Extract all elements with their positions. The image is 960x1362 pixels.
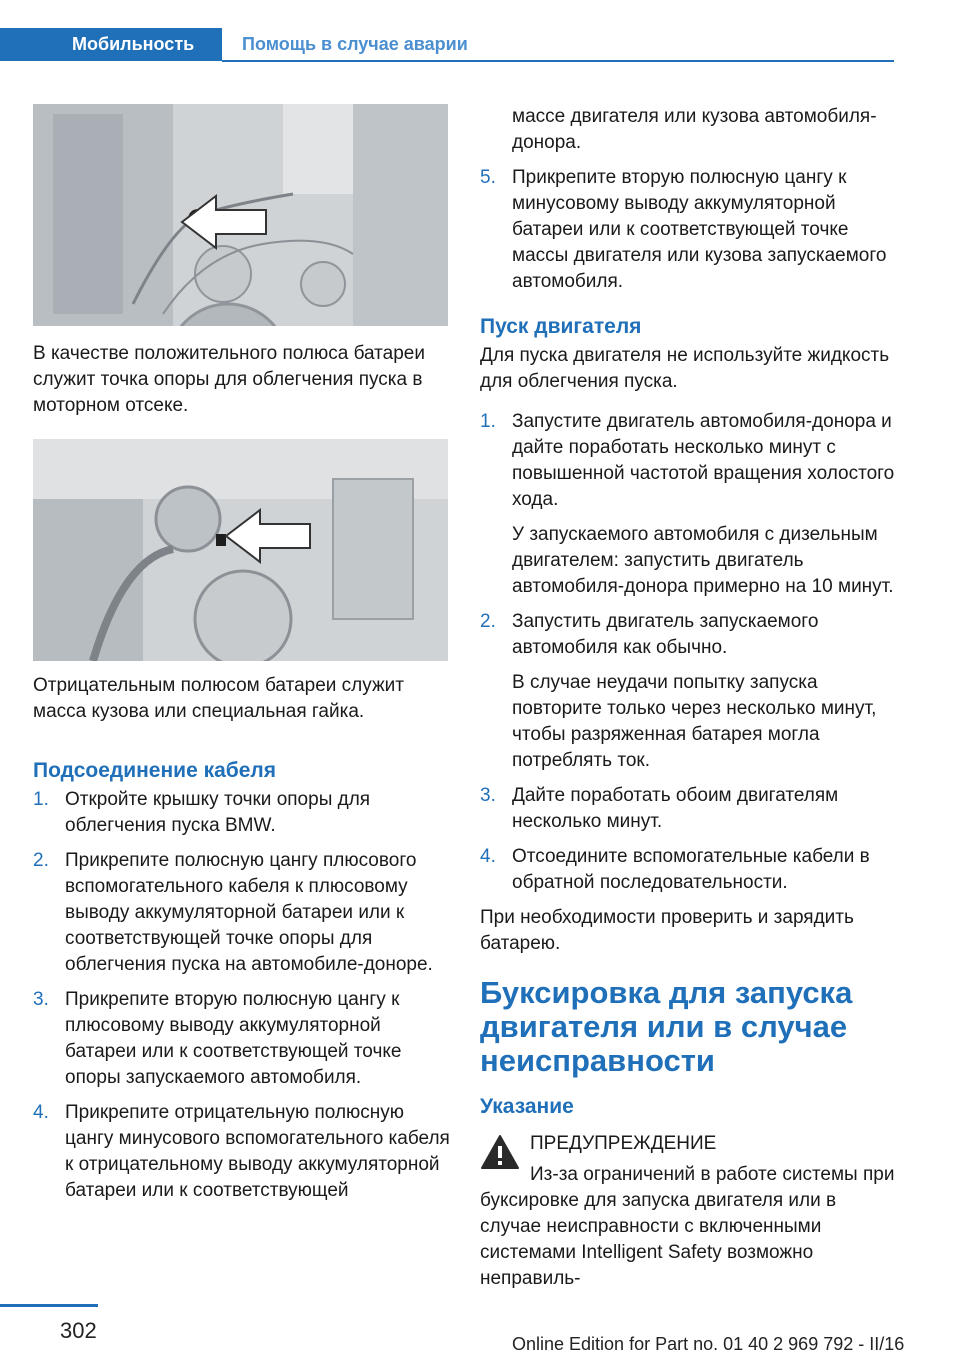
start-intro: Для пуска двигателя не используйте жидкость для облегчения пуска.	[480, 345, 890, 392]
pointer-arrow-icon	[180, 194, 268, 250]
warning-text-body: Из-за ограничений в работе системы при буксировке для запуска двигателя или в случае неисправности с включенными системами Intelligent Safety возможно неправиль-	[480, 1164, 895, 1289]
header-tab-active-label: Мобильность	[72, 34, 195, 54]
step-text: Прикрепите вторую полюсную цангу к минусовому выводу аккумуляторной батареи или к соответствующей точке массы двигателя или кузова запускаемого автомобиля.	[512, 167, 887, 292]
page-number: 302	[60, 1318, 97, 1343]
subheading-note: Указание	[480, 1095, 574, 1118]
step-text: Запустить двигатель запускаемого автомобиля как обычно.	[512, 611, 819, 658]
caption-negative-terminal: Отрицательным полюсом батареи служит масса кузова или специальная гайка.	[33, 675, 404, 722]
section-heading-cable: Подсоединение кабеля	[33, 759, 277, 782]
list-item	[33, 987, 451, 1091]
step-number: 4.	[33, 1102, 49, 1123]
right-column	[480, 104, 896, 957]
step-number: 5.	[480, 167, 496, 188]
warning-text	[480, 1162, 898, 1292]
cable-steps-list	[33, 787, 451, 1213]
list-item	[33, 1100, 451, 1204]
list-item	[33, 848, 451, 978]
list-item	[480, 609, 896, 774]
section-heading-start: Пуск двигателя	[480, 315, 642, 338]
footer-edition: Online Edition for Part no. 01 40 2 969 792 - II/16	[512, 1334, 905, 1354]
step-note: У запускаемого автомобиля с дизельным двигателем: запустить двигатель автомобиля-донора примерно на 10 минут.	[512, 524, 894, 597]
step-text: Запустите двигатель автомобиля-донора и дайте поработать несколько минут с повышенной частотой вращения холостого хода.	[512, 411, 895, 510]
start-outro: При необходимости проверить и зарядить батарею.	[480, 907, 854, 954]
pointer-arrow-icon	[224, 508, 312, 564]
step-text: Откройте крышку точки опоры для облегчения пуска BMW.	[65, 789, 371, 836]
step-text: Отсоедините вспомогательные кабели в обратной последовательности.	[512, 846, 870, 893]
page-number-rule	[0, 1304, 98, 1307]
step-number: 3.	[480, 785, 496, 806]
continued-text: массе двигателя или кузова автомобиля-донора.	[512, 106, 877, 153]
section-heading-towing: Буксировка для запуска двигателя или в случае неисправности	[480, 975, 853, 1078]
header-tab-active[interactable]	[0, 28, 222, 61]
step-number: 1.	[33, 789, 49, 810]
step-number: 1.	[480, 411, 496, 432]
step-text: Прикрепите отрицательную полюсную цангу минусового вспомогательного кабеля к отрицательному выводу аккумуляторной батареи или к соответствующей	[65, 1102, 450, 1201]
list-item	[33, 787, 451, 839]
step-number: 3.	[33, 989, 49, 1010]
list-item	[480, 783, 896, 835]
list-item	[480, 409, 896, 600]
header-divider	[222, 60, 894, 62]
step-text: Прикрепите вторую полюсную цангу к плюсовому выводу аккумуляторной батареи или к соответствующей точке опоры запускаемого автомобиля.	[65, 989, 402, 1088]
step-number: 2.	[480, 611, 496, 632]
step-note: В случае неудачи попытку запуска повторите только через несколько минут, чтобы разряженная батарея могла потреблять ток.	[512, 672, 877, 771]
step-text: Прикрепите полюсную цангу плюсового вспомогательного кабеля к плюсовому выводу аккумуляторной батареи или к соответствующей точке опоры для облегчения пуска на автомобиле-доноре.	[65, 850, 433, 975]
step-number: 4.	[480, 846, 496, 867]
start-steps-list	[480, 409, 896, 896]
header-tab-inactive[interactable]: Помощь в случае аварии	[242, 34, 468, 54]
list-item	[480, 844, 896, 896]
step-text: Дайте поработать обоим двигателям несколько минут.	[512, 785, 839, 832]
warning-title: ПРЕДУПРЕЖДЕНИЕ	[530, 1133, 717, 1154]
list-item	[480, 165, 896, 295]
caption-positive-terminal: В качестве положительного полюса батареи служит точка опоры для облегчения пуска в моторном отсеке.	[33, 343, 425, 416]
step-number: 2.	[33, 850, 49, 871]
